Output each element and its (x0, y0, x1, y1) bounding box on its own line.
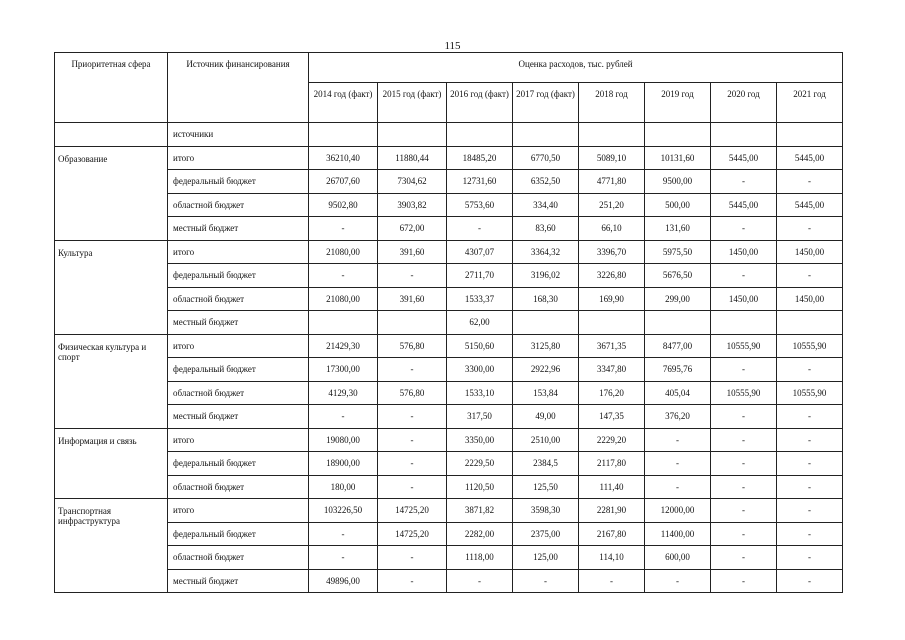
source-cell: федеральный бюджет (168, 170, 309, 194)
value-cell: - (777, 358, 843, 382)
table-row (55, 452, 843, 476)
value-cell: 180,00 (309, 475, 378, 499)
value-cell: - (777, 569, 843, 593)
value-cell: 2167,80 (579, 522, 645, 546)
value-cell: 9500,00 (645, 170, 711, 194)
value-cell: 299,00 (645, 287, 711, 311)
value-cell: 1533,37 (447, 287, 513, 311)
value-cell: 5445,00 (711, 146, 777, 170)
value-cell: 12731,60 (447, 170, 513, 194)
year-header: 2018 год (579, 83, 645, 123)
value-cell: 12000,00 (645, 499, 711, 523)
value-cell: 11400,00 (645, 522, 711, 546)
sphere-cell: Культура (55, 240, 168, 334)
year-header: 2020 год (711, 83, 777, 123)
value-cell: - (447, 217, 513, 241)
value-cell: - (777, 405, 843, 429)
value-cell: 2229,50 (447, 452, 513, 476)
value-cell: 600,00 (645, 546, 711, 570)
table-row (55, 193, 843, 217)
value-cell: 7304,62 (378, 170, 447, 194)
source-cell: федеральный бюджет (168, 452, 309, 476)
value-cell: - (309, 546, 378, 570)
value-cell: - (378, 452, 447, 476)
value-cell: - (447, 569, 513, 593)
table-row (55, 123, 843, 147)
value-cell: 103226,50 (309, 499, 378, 523)
value-cell: - (711, 358, 777, 382)
value-cell: 5975,50 (645, 240, 711, 264)
value-cell: 17300,00 (309, 358, 378, 382)
value-cell (378, 311, 447, 335)
value-cell: 1450,00 (777, 287, 843, 311)
source-cell: федеральный бюджет (168, 264, 309, 288)
value-cell: 125,00 (513, 546, 579, 570)
value-cell: 111,40 (579, 475, 645, 499)
value-cell: 251,20 (579, 193, 645, 217)
source-cell: областной бюджет (168, 193, 309, 217)
value-cell: 3598,30 (513, 499, 579, 523)
value-cell: 10555,90 (711, 334, 777, 358)
value-cell: 5445,00 (777, 193, 843, 217)
value-cell (777, 311, 843, 335)
value-cell: - (711, 264, 777, 288)
source-cell: итого (168, 334, 309, 358)
value-cell: 5150,60 (447, 334, 513, 358)
value-cell: - (645, 569, 711, 593)
value-cell: 49896,00 (309, 569, 378, 593)
source-cell: местный бюджет (168, 311, 309, 335)
value-cell: 3125,80 (513, 334, 579, 358)
value-cell: 21429,30 (309, 334, 378, 358)
table-row (55, 358, 843, 382)
value-cell: - (711, 546, 777, 570)
value-cell: 5753,60 (447, 193, 513, 217)
value-cell: 334,40 (513, 193, 579, 217)
header-estimate: Оценка расходов, тыс. рублей (309, 53, 843, 83)
value-cell: - (711, 475, 777, 499)
value-cell: - (777, 452, 843, 476)
sphere-cell: Транспортная инфраструктура (55, 499, 168, 593)
value-cell: 3671,35 (579, 334, 645, 358)
value-cell: 2510,00 (513, 428, 579, 452)
value-cell: 4129,30 (309, 381, 378, 405)
header-source: Источник финансирования (168, 53, 309, 123)
value-cell: 10131,60 (645, 146, 711, 170)
value-cell: 4307,07 (447, 240, 513, 264)
sphere-cell: Физическая культура и спорт (55, 334, 168, 428)
value-cell: 317,50 (447, 405, 513, 429)
value-cell: 576,80 (378, 334, 447, 358)
value-cell: 9502,80 (309, 193, 378, 217)
value-cell: 576,80 (378, 381, 447, 405)
value-cell: 168,30 (513, 287, 579, 311)
value-cell: 153,84 (513, 381, 579, 405)
value-cell: - (378, 405, 447, 429)
value-cell: - (309, 217, 378, 241)
value-cell: 3903,82 (378, 193, 447, 217)
table-row (55, 240, 843, 264)
table-row (55, 546, 843, 570)
table-row (55, 287, 843, 311)
source-cell: областной бюджет (168, 475, 309, 499)
value-cell: 10555,90 (777, 381, 843, 405)
table-row (55, 522, 843, 546)
value-cell: - (378, 428, 447, 452)
value-cell: 5445,00 (711, 193, 777, 217)
sphere-cell: Информация и связь (55, 428, 168, 499)
value-cell: 5676,50 (645, 264, 711, 288)
source-cell: источники (168, 123, 309, 147)
value-cell: 7695,76 (645, 358, 711, 382)
value-cell: - (777, 499, 843, 523)
value-cell: 2282,00 (447, 522, 513, 546)
value-cell: 10555,90 (777, 334, 843, 358)
value-cell: 169,90 (579, 287, 645, 311)
year-header: 2014 год (факт) (309, 83, 378, 123)
value-cell: 405,04 (645, 381, 711, 405)
value-cell: - (579, 569, 645, 593)
value-cell: 49,00 (513, 405, 579, 429)
value-cell: 125,50 (513, 475, 579, 499)
value-cell: 2281,90 (579, 499, 645, 523)
value-cell: 114,10 (579, 546, 645, 570)
value-cell: 6352,50 (513, 170, 579, 194)
value-cell: 3226,80 (579, 264, 645, 288)
value-cell: 3300,00 (447, 358, 513, 382)
value-cell: - (645, 475, 711, 499)
value-cell: 1533,10 (447, 381, 513, 405)
table-row (55, 569, 843, 593)
value-cell: - (309, 405, 378, 429)
value-cell: 36210,40 (309, 146, 378, 170)
value-cell: - (777, 546, 843, 570)
table-row (55, 475, 843, 499)
year-header: 2015 год (факт) (378, 83, 447, 123)
value-cell: 176,20 (579, 381, 645, 405)
value-cell: - (711, 217, 777, 241)
table-row (55, 428, 843, 452)
source-cell: местный бюджет (168, 569, 309, 593)
table-row (55, 405, 843, 429)
year-header: 2021 год (777, 83, 843, 123)
table-row (55, 264, 843, 288)
table-row (55, 170, 843, 194)
source-cell: местный бюджет (168, 217, 309, 241)
value-cell: 4771,80 (579, 170, 645, 194)
year-header: 2019 год (645, 83, 711, 123)
value-cell: 21080,00 (309, 240, 378, 264)
value-cell: - (711, 452, 777, 476)
value-cell (645, 311, 711, 335)
value-cell: - (777, 428, 843, 452)
value-cell: - (711, 170, 777, 194)
value-cell: 18900,00 (309, 452, 378, 476)
sphere-cell: Образование (55, 146, 168, 240)
value-cell: - (711, 499, 777, 523)
value-cell: 19080,00 (309, 428, 378, 452)
value-cell: - (378, 546, 447, 570)
value-cell: 2922,96 (513, 358, 579, 382)
value-cell: 2229,20 (579, 428, 645, 452)
table-row (55, 146, 843, 170)
source-cell: итого (168, 240, 309, 264)
value-cell: 83,60 (513, 217, 579, 241)
value-cell: 26707,60 (309, 170, 378, 194)
value-cell: 14725,20 (378, 499, 447, 523)
value-cell: 3396,70 (579, 240, 645, 264)
source-cell: областной бюджет (168, 546, 309, 570)
table-row (55, 334, 843, 358)
value-cell: - (645, 428, 711, 452)
value-cell: 391,60 (378, 287, 447, 311)
source-cell: областной бюджет (168, 287, 309, 311)
header-sphere: Приоритетная сфера (55, 53, 168, 123)
value-cell: 11880,44 (378, 146, 447, 170)
value-cell: - (777, 217, 843, 241)
value-cell: - (309, 522, 378, 546)
value-cell: 5445,00 (777, 146, 843, 170)
source-cell: итого (168, 428, 309, 452)
value-cell: 66,10 (579, 217, 645, 241)
value-cell: 62,00 (447, 311, 513, 335)
value-cell: 1450,00 (777, 240, 843, 264)
value-cell: - (309, 264, 378, 288)
value-cell: 131,60 (645, 217, 711, 241)
value-cell: 1450,00 (711, 287, 777, 311)
value-cell: - (378, 475, 447, 499)
value-cell: - (378, 264, 447, 288)
value-cell: - (378, 358, 447, 382)
value-cell: 5089,10 (579, 146, 645, 170)
source-cell: федеральный бюджет (168, 522, 309, 546)
value-cell: 2117,80 (579, 452, 645, 476)
value-cell: 21080,00 (309, 287, 378, 311)
value-cell (513, 311, 579, 335)
value-cell (309, 311, 378, 335)
sphere-cell (55, 123, 168, 147)
value-cell: 1120,50 (447, 475, 513, 499)
value-cell: - (777, 475, 843, 499)
value-cell: 672,00 (378, 217, 447, 241)
source-cell: итого (168, 499, 309, 523)
source-cell: федеральный бюджет (168, 358, 309, 382)
value-cell: - (645, 452, 711, 476)
value-cell: 376,20 (645, 405, 711, 429)
value-cell: 1450,00 (711, 240, 777, 264)
value-cell: 3196,02 (513, 264, 579, 288)
value-cell: - (513, 569, 579, 593)
value-cell: 2711,70 (447, 264, 513, 288)
value-cell: - (777, 522, 843, 546)
value-cell: - (711, 405, 777, 429)
value-cell: - (378, 569, 447, 593)
table-row (55, 311, 843, 335)
value-cell: 3364,32 (513, 240, 579, 264)
value-cell: 3871,82 (447, 499, 513, 523)
year-header: 2016 год (факт) (447, 83, 513, 123)
table-row (55, 381, 843, 405)
value-cell: 14725,20 (378, 522, 447, 546)
value-cell: - (711, 428, 777, 452)
value-cell: 6770,50 (513, 146, 579, 170)
value-cell: - (711, 569, 777, 593)
value-cell: 3347,80 (579, 358, 645, 382)
year-header: 2017 год (факт) (513, 83, 579, 123)
source-cell: местный бюджет (168, 405, 309, 429)
value-cell: - (777, 264, 843, 288)
source-cell: итого (168, 146, 309, 170)
value-cell: - (711, 522, 777, 546)
value-cell: 391,60 (378, 240, 447, 264)
value-cell: 1118,00 (447, 546, 513, 570)
value-cell: 2384,5 (513, 452, 579, 476)
value-cell: 3350,00 (447, 428, 513, 452)
source-cell: областной бюджет (168, 381, 309, 405)
value-cell: 147,35 (579, 405, 645, 429)
value-cell: 2375,00 (513, 522, 579, 546)
value-cell: 18485,20 (447, 146, 513, 170)
table-row (55, 217, 843, 241)
table-row (55, 499, 843, 523)
value-cell: 8477,00 (645, 334, 711, 358)
value-cell: 500,00 (645, 193, 711, 217)
page-number: 115 (444, 40, 461, 52)
expenditure-table (54, 52, 843, 593)
value-cell: 10555,90 (711, 381, 777, 405)
value-cell (711, 311, 777, 335)
value-cell (579, 311, 645, 335)
value-cell: - (777, 170, 843, 194)
